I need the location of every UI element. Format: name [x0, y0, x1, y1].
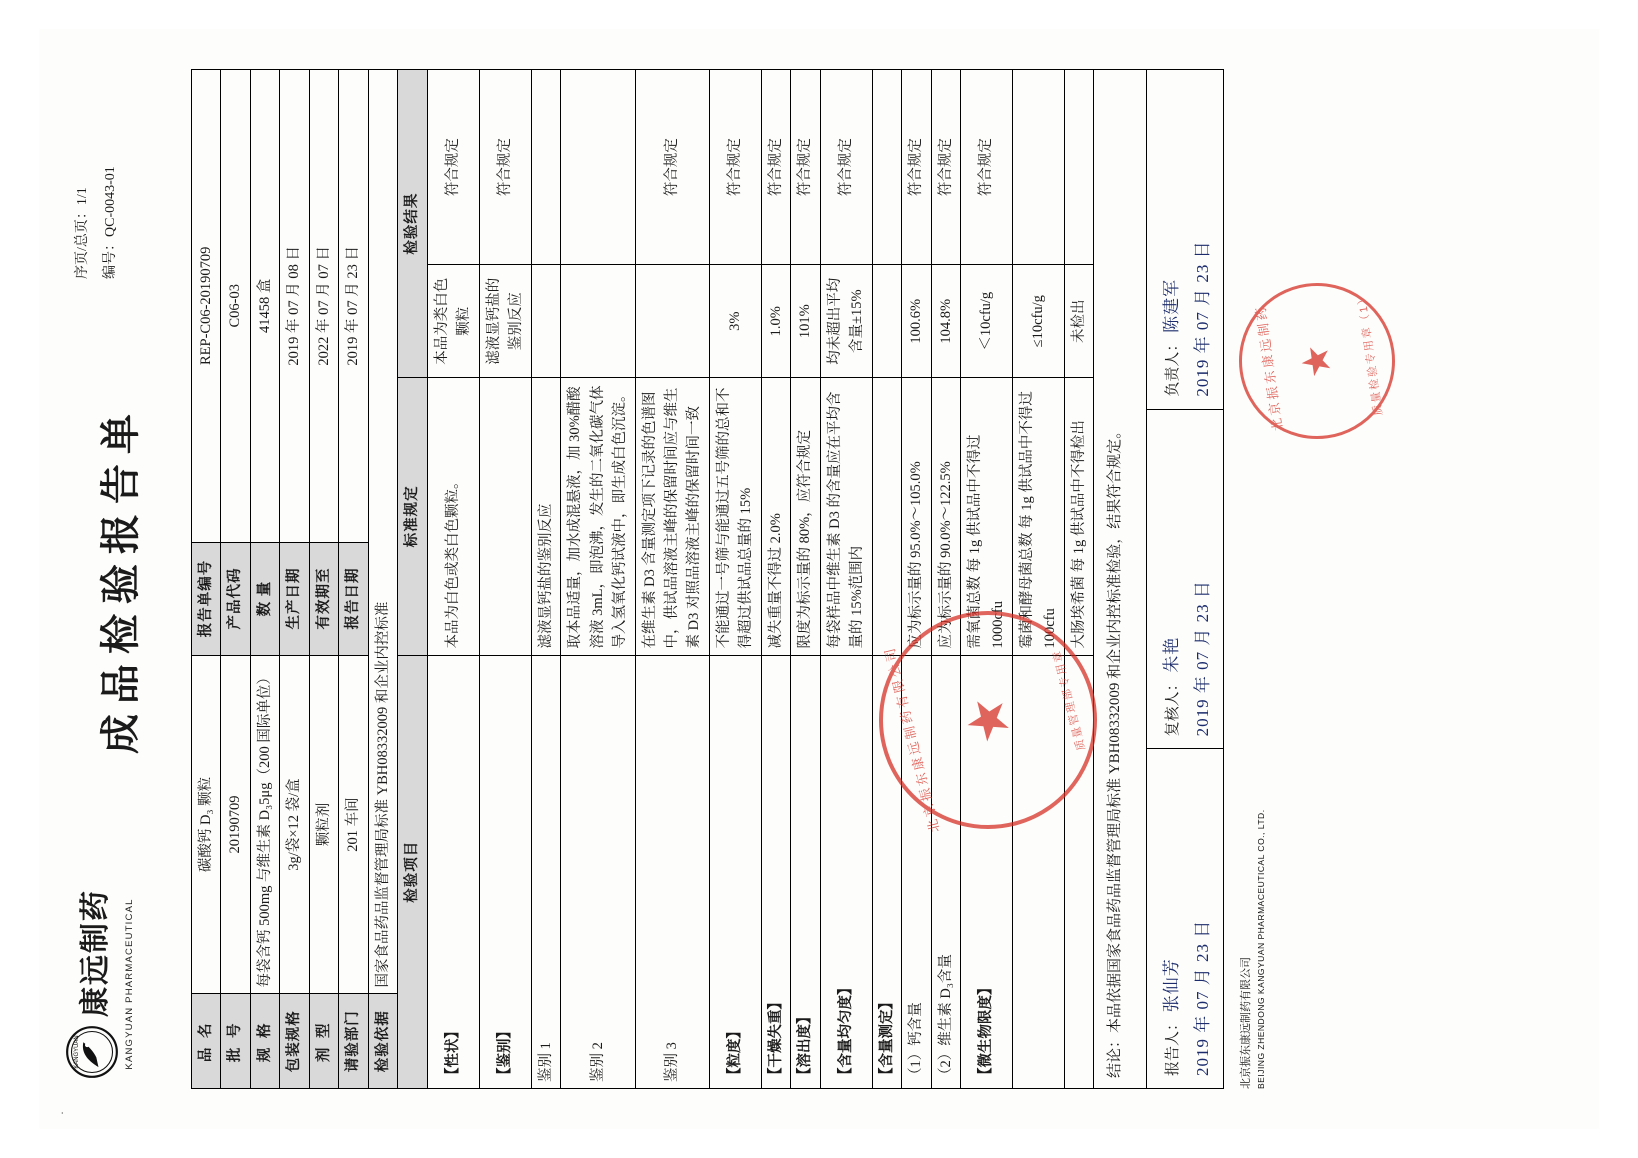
item-name: 【微生物限度】: [961, 655, 1013, 1088]
col-header-item: 检验项目: [398, 655, 427, 1088]
standard-value: 国家食品药品监督管理局标准 YBH08332009 和企业内控标准: [368, 70, 397, 995]
item-name: 【粒度】: [709, 655, 761, 1088]
conclusion-text: 本品依据国家食品药品监督管理局标准 YBH08332009 和企业内控标准检验，结果符合规定。: [1107, 423, 1124, 1033]
item-conclusion: 符合规定: [961, 70, 1013, 265]
manager-signature: 陈建军: [1162, 278, 1182, 333]
table-row: [931, 70, 960, 1089]
item-result: 104.8%: [931, 265, 960, 378]
item-name: （2）维生素 D₃含量: [931, 655, 960, 1088]
table-row: [531, 70, 560, 1089]
company-name-en: KANGYUAN PHARMACEUTICAL: [124, 898, 135, 1070]
table-row: [635, 70, 709, 1089]
batch-value: 20190709: [221, 655, 250, 994]
item-standard: [872, 378, 901, 655]
item-result: 滤液显钙盐的鉴别反应: [479, 265, 531, 378]
item-name: 【鉴别】: [479, 655, 531, 1088]
svg-text:KANGYUAN: KANGYUAN: [73, 1035, 80, 1069]
item-name: 【干燥失重】: [761, 655, 790, 1088]
stamp-top-text: 北京振东康远制药: [1252, 303, 1286, 433]
spec-label: 规 格: [250, 994, 279, 1089]
item-standard: 在维生素 D3 含量测定项下记录的色谱图中，供试品溶液主峰的保留时间应与维生素 D3 对照品溶液主峰的保留时间一致: [635, 378, 709, 655]
star-icon: ★: [953, 689, 1023, 751]
item-conclusion: 符合规定: [761, 70, 790, 265]
item-standard: 应为标示量的 90.0%～122.5%: [931, 378, 960, 655]
reviewer-signature: 朱艳: [1162, 636, 1182, 673]
footer-company-en: BEIJING ZHENDONG KANGYUAN PHARMACEUTICAL CO., LTD.: [1255, 809, 1266, 1089]
item-conclusion: [531, 70, 560, 265]
item-result: 1.0%: [761, 265, 790, 378]
item-name: 鉴别 2: [561, 655, 635, 1088]
reviewer-cell: [1147, 409, 1223, 749]
item-name: 鉴别 1: [531, 655, 560, 1088]
table-row: [427, 70, 479, 1089]
item-name: [1013, 655, 1065, 1088]
company-name-cn: 康远制药: [79, 889, 112, 1017]
item-conclusion: 符合规定: [427, 70, 479, 265]
item-standard: 大肠埃希菌 每 1g 供试品中不得检出: [1065, 378, 1094, 655]
dosage-value: 颗粒剂: [309, 655, 338, 994]
item-conclusion: [1065, 70, 1094, 265]
report-date-label: 报告日期: [339, 542, 368, 655]
table-row: [709, 70, 761, 1089]
item-standard: 需氧菌总数 每 1g 供试品中不得过 1000cfu: [961, 378, 1013, 655]
dept-label: 请验部门: [339, 994, 368, 1089]
item-standard: 本品为白色或类白色颗粒。: [427, 378, 479, 655]
product-code-label: 产品代码: [221, 542, 250, 655]
item-result: 100.6%: [902, 265, 931, 378]
item-standard: 取本品适量，加水成混悬液，加 30%醋酸溶液 3mL，即泡沸，发生的二氧化碳气体导入氢氧化钙试液中，即生成白色沉淀。: [561, 378, 635, 655]
product-name-value: 碳酸钙 D₃ 颗粒: [192, 655, 221, 994]
item-conclusion: 符合规定: [902, 70, 931, 265]
product-name-label: 品 名: [192, 994, 221, 1089]
reporter-signature: 张仙芳: [1162, 958, 1182, 1013]
dosage-label: 剂 型: [309, 994, 338, 1089]
conclusion-label: 结论：: [1107, 1032, 1124, 1078]
reviewer-date: 2019 年 07 月 23 日: [1193, 580, 1213, 737]
manager-label: 负责人：: [1165, 336, 1182, 397]
table-row: [820, 70, 872, 1089]
table-row: [561, 70, 635, 1089]
table-row: [872, 70, 901, 1089]
footer-company-cn: 北京振东康远制药有限公司: [1240, 957, 1253, 1089]
table-row-standard: [368, 70, 397, 1089]
reporter-date: 2019 年 07 月 23 日: [1193, 919, 1213, 1076]
item-result: 均未超出平均含量±15%: [820, 265, 872, 378]
page-number-label: 序页/总页：1/1: [75, 187, 90, 279]
item-result: 本品为类白色颗粒: [427, 265, 479, 378]
table-row-dept: [339, 70, 368, 1089]
item-result: 101%: [791, 265, 820, 378]
table-row: [961, 70, 1013, 1089]
scanned-page: [39, 29, 1599, 1129]
item-result: 未检出: [1065, 265, 1094, 378]
item-conclusion: [872, 70, 901, 265]
reviewer-label: 复核人：: [1165, 676, 1182, 737]
doc-no-label: 编号：: [103, 237, 118, 279]
item-result: ≤10cfu/g: [1013, 265, 1065, 378]
stamp-bottom-text: 质量管理部专用章: [1051, 647, 1088, 752]
item-result: [561, 265, 635, 378]
standard-label: 检验依据: [368, 994, 397, 1089]
dept-value: 201 车间: [339, 655, 368, 994]
item-conclusion: 符合规定: [479, 70, 531, 265]
table-row-batch: [221, 70, 250, 1089]
report-date-value: 2019 年 07 月 23 日: [339, 70, 368, 543]
table-row: [902, 70, 931, 1089]
item-standard: 每袋样品中维生素 D3 的含量应在平均含量的 15%范围内: [820, 378, 872, 655]
item-standard: 不能通过一号筛与能通过五号筛的总和不得超过供试品总量的 15%: [709, 378, 761, 655]
item-standard: 霉菌和酵母菌总数 每 1g 供试品中不得过 100cfu: [1013, 378, 1065, 655]
document-header: [65, 69, 185, 1089]
report-sheet: [39, 29, 1599, 1129]
col-header-standard: 标准规定: [398, 378, 427, 655]
manager-cell: [1147, 70, 1223, 409]
expire-value: 2022 年 07 月 07 日: [309, 70, 338, 543]
item-name: 鉴别 3: [635, 655, 709, 1088]
reporter-cell: [1147, 748, 1223, 1088]
report-no-label: 报告单编号: [192, 542, 221, 655]
table-row: [1013, 70, 1065, 1089]
produce-date-value: 2019 年 07 月 08 日: [280, 70, 309, 543]
item-standard: 限度为标示量的 80%，应符合规定: [791, 378, 820, 655]
item-name: 【性状】: [427, 655, 479, 1088]
item-name: 【含量测定】: [872, 655, 901, 1088]
item-result: [531, 265, 560, 378]
conclusion-row: [1094, 69, 1147, 1089]
item-conclusion: 符合规定: [820, 70, 872, 265]
table-row-dosage: [309, 70, 338, 1089]
star-icon: ★: [1293, 341, 1341, 381]
reporter-label: 报告人：: [1165, 1015, 1182, 1076]
item-conclusion: [1013, 70, 1065, 265]
item-conclusion: 符合规定: [635, 70, 709, 265]
doc-no-value: QC-0043-01: [103, 166, 118, 237]
item-result: [635, 265, 709, 378]
expire-label: 有效期至: [309, 542, 338, 655]
col-header-result: 检验结果: [398, 70, 427, 378]
produce-date-label: 生产日期: [280, 542, 309, 655]
scan-corner-mark: ·: [55, 1111, 69, 1115]
page-title: 成品检验报告单: [99, 404, 143, 754]
manager-date: 2019 年 07 月 23 日: [1193, 240, 1213, 397]
item-standard: 滤液显钙盐的鉴别反应: [531, 378, 560, 655]
item-name: （1）钙含量: [902, 655, 931, 1088]
item-conclusion: [561, 70, 635, 265]
item-standard: 减失重量不得过 2.0%: [761, 378, 790, 655]
package-label: 包装规格: [280, 994, 309, 1089]
batch-label: 批 号: [221, 994, 250, 1089]
table-row: [791, 70, 820, 1089]
quantity-value: 41458 盒: [250, 70, 279, 543]
item-standard: [479, 378, 531, 655]
report-table: [191, 69, 1094, 1089]
item-result: 3%: [709, 265, 761, 378]
item-result: [872, 265, 901, 378]
stamp-top-text: 北京振东康远制药有限公司: [881, 644, 943, 834]
item-result: ＜10cfu/g: [961, 265, 1013, 378]
product-code-value: C06-03: [221, 70, 250, 543]
item-name: 【溶出度】: [791, 655, 820, 1088]
spec-value: 每袋含钙 500mg 与维生素 D₃5μg（200 国际单位）: [250, 655, 279, 994]
quantity-label: 数 量: [250, 542, 279, 655]
item-name: 【含量均匀度】: [820, 655, 872, 1088]
report-no-value: REP-C06-20190709: [192, 70, 221, 543]
item-conclusion: 符合规定: [931, 70, 960, 265]
table-row: [1065, 70, 1094, 1089]
stamp-bottom-text: 质量检验专用章（1）: [1355, 290, 1386, 417]
package-value: 3g/袋×12 袋/盒: [280, 655, 309, 994]
item-standard: 应为标示量的 95.0%～105.0%: [902, 378, 931, 655]
table-row: [479, 70, 531, 1089]
signature-row: [1147, 69, 1224, 1089]
table-row: [761, 70, 790, 1089]
table-row-product: [192, 70, 221, 1089]
item-conclusion: 符合规定: [791, 70, 820, 265]
table-row-package: [280, 70, 309, 1089]
table-row-spec: [250, 70, 279, 1089]
document-footer: [1238, 69, 1267, 1089]
item-name: [1065, 655, 1094, 1088]
table-header-row: [398, 70, 427, 1089]
item-conclusion: 符合规定: [709, 70, 761, 265]
